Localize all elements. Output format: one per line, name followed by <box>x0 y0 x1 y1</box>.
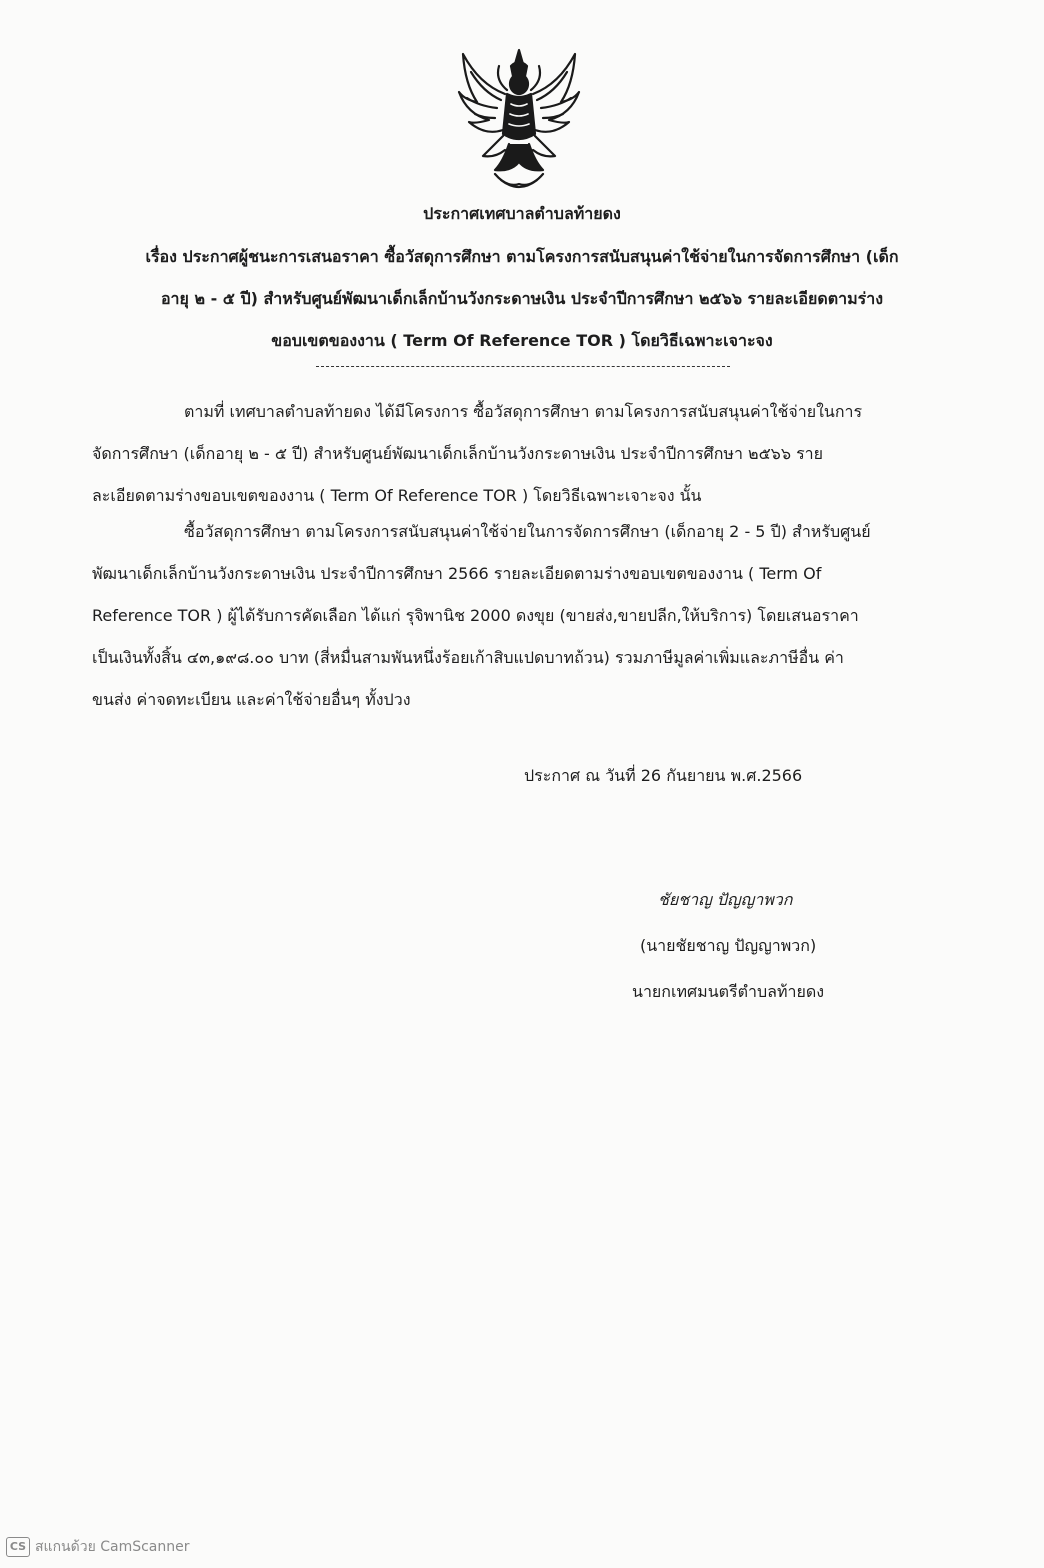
signer-position: นายกเทศมนตรีตำบลท้ายดง <box>632 982 825 1001</box>
subject-line: อายุ ๒ - ๕ ปี) สำหรับศูนย์พัฒนาเด็กเล็กบ้านวังกระดาษเงิน ประจำปีการศึกษา ๒๕๖๖ รายละเอียดตามร่าง <box>160 289 884 308</box>
paragraph2-line: ขนส่ง ค่าจดทะเบียน และค่าใช้จ่ายอื่นๆ ทั้งปวง <box>92 690 411 709</box>
paragraph2-line: เป็นเงินทั้งสิ้น ๔๓,๑๙๘.๐๐ บาท (สี่หมื่นสามพันหนึ่งร้อยเก้าสิบแปดบาทถ้วน) รวมภาษีมูลค่าเพิ่มและภาษีอื่น ค่า <box>92 648 844 667</box>
paragraph1-line: ตามที่ เทศบาลตำบลท้ายดง ได้มีโครงการ ซื้อวัสดุการศึกษา ตามโครงการสนับสนุนค่าใช้จ่ายในการ <box>184 402 863 421</box>
announcement-subject <box>96 236 948 362</box>
announcement-date: ประกาศ ณ วันที่ 26 กันยายน พ.ศ.2566 <box>524 766 803 785</box>
camscanner-watermark <box>6 1536 190 1558</box>
paragraph2-line: พัฒนาเด็กเล็กบ้านวังกระดาษเงิน ประจำปีการศึกษา 2566 รายละเอียดตามร่างขอบเขตของงาน ( Term Of <box>92 564 822 583</box>
camscanner-text: สแกนด้วย CamScanner <box>35 1539 190 1555</box>
signer-printed-name: (นายชัยชาญ ปัญญาพวก) <box>640 936 817 955</box>
subject-line: เรื่อง ประกาศผู้ชนะการเสนอราคา ซื้อวัสดุการศึกษา ตามโครงการสนับสนุนค่าใช้จ่ายในการจัดการศึกษา (เด็ก <box>145 247 899 266</box>
paragraph1-line: ละเอียดตามร่างขอบเขตของงาน ( Term Of Reference TOR ) โดยวิธีเฉพาะเจาะจง นั้น <box>92 486 702 505</box>
camscanner-logo-icon: CS <box>6 1537 30 1557</box>
paragraph2-line: ซื้อวัสดุการศึกษา ตามโครงการสนับสนุนค่าใช้จ่ายในการจัดการศึกษา (เด็กอายุ 2 - 5 ปี) สำหรับศูนย์ <box>184 522 871 541</box>
subject-line: ขอบเขตของงาน ( Term Of Reference TOR ) โดยวิธีเฉพาะเจาะจง <box>271 331 773 350</box>
signature: ชัยชาญ ปัญญาพวก <box>658 890 793 909</box>
paragraph1-line: จัดการศึกษา (เด็กอายุ ๒ - ๕ ปี) สำหรับศูนย์พัฒนาเด็กเล็กบ้านวังกระดาษเงิน ประจำปีการศึกษา ๒๕๖๖ ราย <box>92 444 824 463</box>
header-divider <box>316 366 730 367</box>
paragraph2-line: Reference TOR ) ผู้ได้รับการคัดเลือก ได้แก่ รุจิพานิช 2000 ดงขุย (ขายส่ง,ขายปลีก,ให้บริการ) โดยเสนอราคา <box>92 606 859 625</box>
announcement-title: ประกาศเทศบาลตำบลท้ายดง <box>423 204 621 223</box>
garuda-emblem-icon <box>455 44 583 194</box>
